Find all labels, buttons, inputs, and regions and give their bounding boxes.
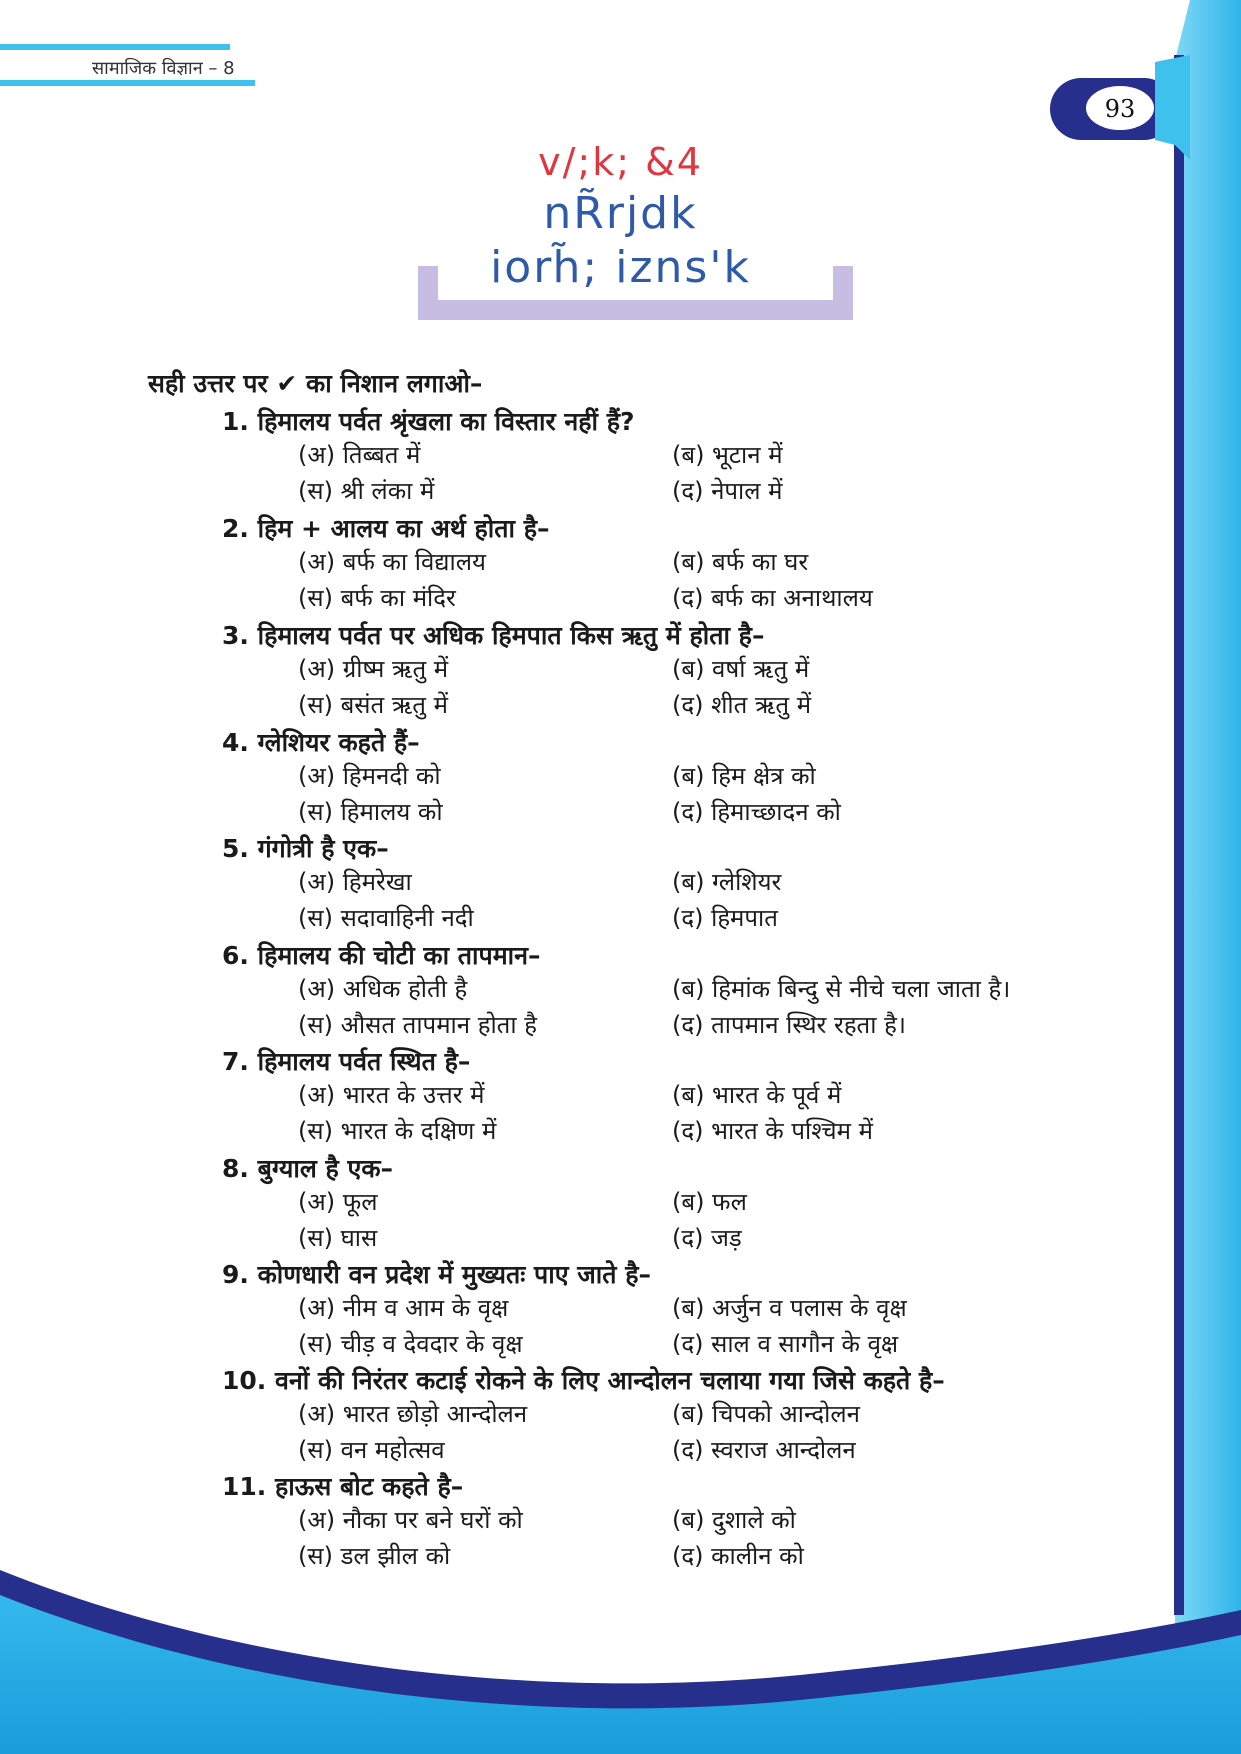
option-b: (ब) हिमांक बिन्दु से नीचे चला जाता है। [672,975,1011,1003]
option-a: (अ) भारत के उत्तर में [298,1081,485,1109]
option-c: (स) बसंत ऋतु में [298,691,448,719]
option-a: (अ) हिमनदी को [298,762,441,790]
option-a: (अ) नीम व आम के वृक्ष [298,1294,509,1322]
page-number: 93 [1104,95,1136,123]
option-a: (अ) तिब्बत में [298,441,421,469]
option-b: (ब) वर्षा ऋतु में [672,655,810,683]
question-item [0,404,1160,510]
option-c: (स) हिमालय को [298,798,443,826]
option-d: (द) तापमान स्थिर रहता है। [672,1011,906,1039]
option-a: (अ) बर्फ का विद्यालय [298,548,486,576]
option-b: (ब) ग्लेशियर [672,868,782,896]
question-item [0,511,1160,617]
question-item [0,618,1160,724]
option-d: (द) बर्फ का अनाथालय [672,584,873,612]
option-c: (स) वन महोत्सव [298,1436,445,1464]
option-b: (ब) भूटान में [672,441,783,469]
option-d: (द) हिमपात [672,904,778,932]
question-text: 1. हिमालय पर्वत श्रृंखला का विस्तार नहीं हैं? [222,407,635,436]
option-c: (स) डल झील को [298,1542,451,1570]
question-text: 11. हाऊस बोट कहते है– [222,1472,464,1501]
option-a: (अ) भारत छोड़ो आन्दोलन [298,1400,528,1428]
question-item [0,1044,1160,1150]
question-text: 4. ग्लेशियर कहते हैं– [222,728,420,757]
option-b: (ब) चिपको आन्दोलन [672,1400,860,1428]
option-d: (द) हिमाच्छादन को [672,798,841,826]
option-c: (स) बर्फ का मंदिर [298,584,456,612]
option-c: (स) चीड़ व देवदार के वृक्ष [298,1330,523,1358]
question-item [0,725,1160,831]
question-text: 10. वनों की निरंतर कटाई रोकने के लिए आन्दोलन चलाया गया जिसे कहते है– [222,1366,945,1395]
option-a: (अ) नौका पर बने घरों को [298,1506,523,1534]
option-b: (ब) दुशाले को [672,1506,796,1534]
question-text: 9. कोणधारी वन प्रदेश में मुख्यतः पाए जाते है– [222,1260,651,1289]
question-item [0,938,1160,1044]
option-b: (ब) फल [672,1188,747,1216]
chapter-title-line1: nR̃rjdk [543,188,698,239]
chapter-title-line2: iorh̃; izns'k [490,242,751,293]
option-b: (ब) भारत के पूर्व में [672,1081,842,1109]
question-text: 2. हिम + आलय का अर्थ होता है– [222,514,550,543]
option-c: (स) सदावाहिनी नदी [298,904,474,932]
question-text: 5. गंगोत्री है एक– [222,834,389,863]
question-text: 7. हिमालय पर्वत स्थित है– [222,1047,471,1076]
question-text: 6. हिमालय की चोटी का तापमान– [222,941,541,970]
option-d: (द) स्वराज आन्दोलन [672,1436,856,1464]
option-d: (द) साल व सागौन के वृक्ष [672,1330,899,1358]
subject-header: सामाजिक विज्ञान – 8 [92,58,235,79]
question-item [0,1363,1160,1469]
option-c: (स) श्री लंका में [298,477,435,505]
option-d: (द) भारत के पश्चिम में [672,1117,873,1145]
question-text: 3. हिमालय पर्वत पर अधिक हिमपात किस ऋतु में होता है– [222,621,765,650]
instruction-text: सही उत्तर पर ✔ का निशान लगाओ– [148,369,483,398]
option-a: (अ) फूल [298,1188,378,1216]
option-d: (द) कालीन को [672,1542,804,1570]
question-item [0,1151,1160,1257]
question-item [0,1257,1160,1363]
option-c: (स) भारत के दक्षिण में [298,1117,497,1145]
question-item [0,831,1160,937]
option-d: (द) शीत ऋतु में [672,691,812,719]
option-a: (अ) ग्रीष्म ऋतु में [298,655,449,683]
option-c: (स) घास [298,1224,378,1252]
option-d: (द) जड़ [672,1224,742,1252]
option-c: (स) औसत तापमान होता है [298,1011,537,1039]
question-text: 8. बुग्याल है एक– [222,1154,394,1183]
option-a: (अ) अधिक होती है [298,975,468,1003]
option-d: (द) नेपाल में [672,477,783,505]
option-a: (अ) हिमरेखा [298,868,412,896]
option-b: (ब) बर्फ का घर [672,548,809,576]
option-b: (ब) हिम क्षेत्र को [672,762,816,790]
option-b: (ब) अर्जुन व पलास के वृक्ष [672,1294,907,1322]
chapter-label: v/;k; &4 [538,140,703,184]
bottom-wave-decoration [0,1560,1241,1754]
header-accent-line-top [0,44,230,50]
header-accent-line-bottom [0,80,255,86]
